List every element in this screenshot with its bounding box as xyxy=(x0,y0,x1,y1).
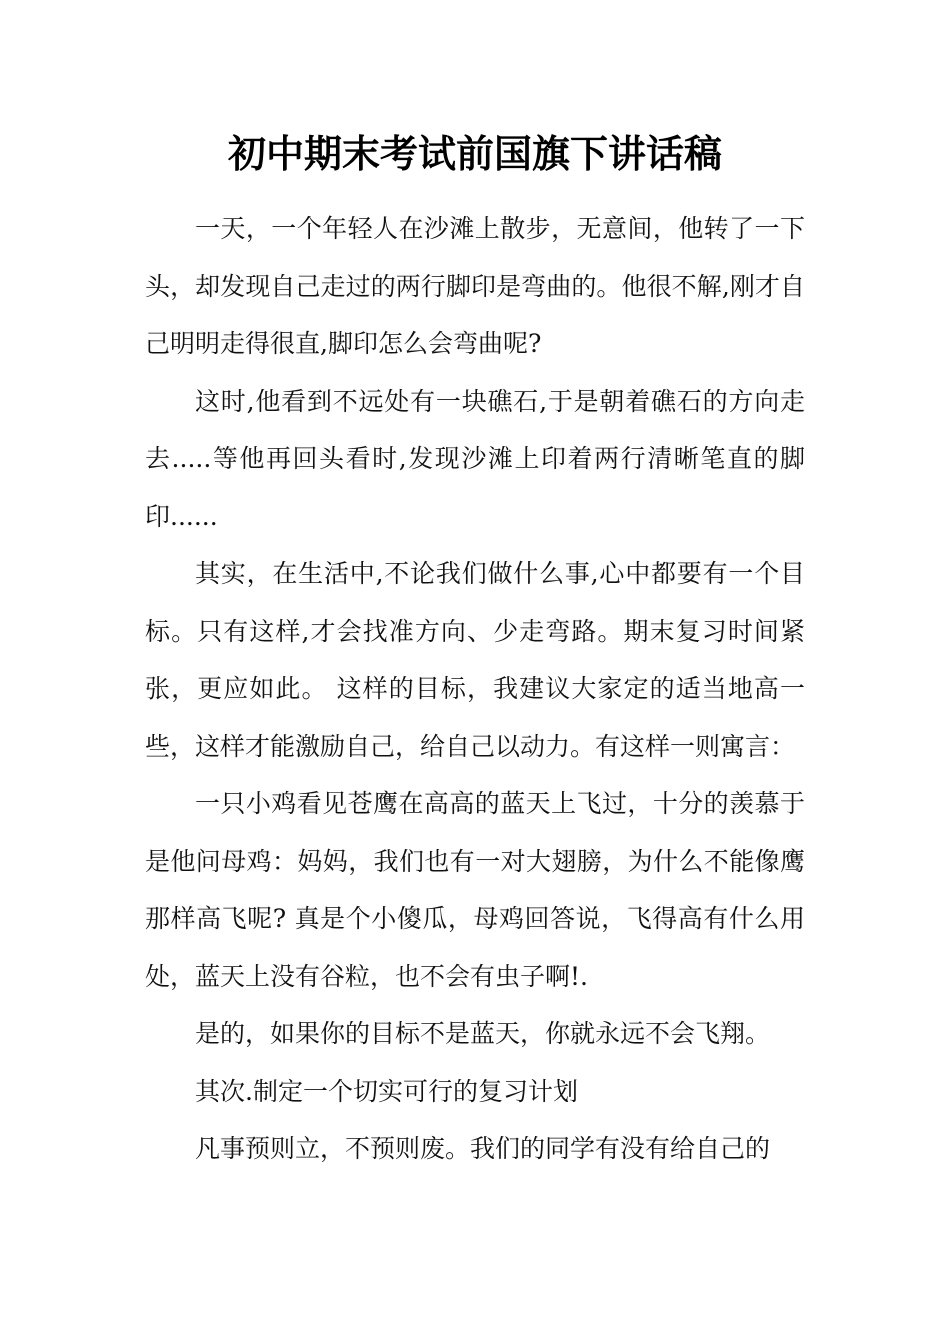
paragraph: 其实，在生活中,不论我们做什么事,心中都要有一个目标。只有这样,才会找准方向、少走弯路。期末复习时间紧张，更应如此。 这样的目标，我建议大家定的适当地高一些，这样才能激励自己，给自己以动力。有这样一则寓言： xyxy=(145,559,805,761)
paragraph: 是的，如果你的目标不是蓝天，你就永远不会飞翔。 xyxy=(195,1019,771,1048)
paragraph: 一天，一个年轻人在沙滩上散步，无意间，他转了一下头，却发现自己走过的两行脚印是弯曲的。他很不解,刚才自己明明走得很直,脚印怎么会弯曲呢? xyxy=(145,214,805,358)
paragraph: 一只小鸡看见苍鹰在高高的蓝天上飞过，十分的羡慕于是他问母鸡：妈妈，我们也有一对大翅膀，为什么不能像鹰那样高飞呢? 真是个小傻瓜，母鸡回答说，飞得高有什么用处，蓝天上没有谷粒，也不会有虫子啊!. xyxy=(145,789,805,991)
document-body xyxy=(145,200,805,1178)
paragraph: 凡事预则立，不预则废。我们的同学有没有给自己的 xyxy=(195,1134,771,1163)
paragraph: 这时,他看到不远处有一块礁石,于是朝着礁石的方向走去.....等他再回头看时,发现沙滩上印着两行清晰笔直的脚印...... xyxy=(145,386,805,531)
document-title: 初中期末考试前国旗下讲话稿 xyxy=(227,131,722,176)
paragraph: 其次.制定一个切实可行的复习计划 xyxy=(195,1076,578,1106)
